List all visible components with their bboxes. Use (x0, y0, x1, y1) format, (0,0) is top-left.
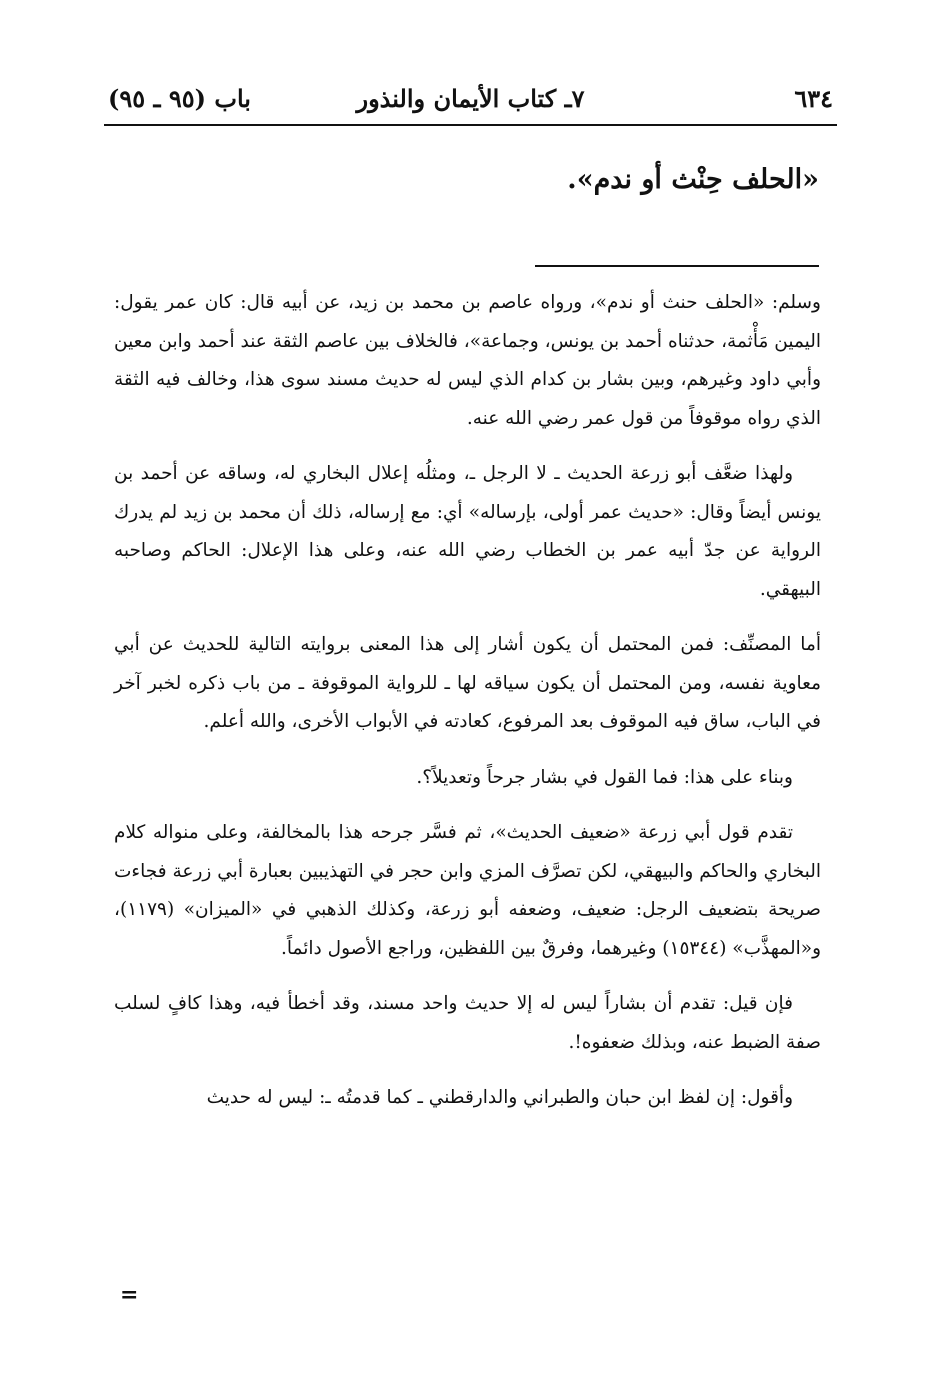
page-number: ٦٣٤ (794, 84, 833, 113)
footnote-divider (535, 265, 819, 267)
footnote-paragraph: وسلم: «الحلف حنث أو ندم»، ورواه عاصم بن محمد بن زيد، عن أبيه قال: كان عمر يقول: اليمين مَأْثمة، حدثناه أحمد بن يونس، وجماعة»، فالخلاف بين عاصم الثقة عند أحمد وابن معين وأبي داود وغيرهم، وبين بشار بن كدام الذي ليس له حديث مسند سوى هذا، وخالف فيه الثقة الذي رواه موقوفاً من قول عمر رضي الله عنه. (114, 292, 821, 429)
header-divider (104, 124, 837, 126)
footnote-paragraph: فإن قيل: تقدم أن بشاراً ليس له إلا حديث واحد مسند، وقد أخطأ فيه، وهذا كافٍ لسلب صفة الضبط عنه، وبذلك ضعفوه!. (114, 993, 821, 1053)
book-title: ٧ـ كتاب الأيمان والنذور (356, 84, 585, 113)
footnote-paragraph: أما المصنِّف: فمن المحتمل أن يكون أشار إلى هذا المعنى بروايته التالية للحديث عن أبي معاوية نفسه، ومن المحتمل أن يكون سياقه لها ـ للرواية الموقوفة ـ من باب ذكره لخبر آخر في الباب، ساق فيه الموقوف بعد المرفوع، كعادته في الأبواب الأخرى، والله أعلم. (114, 634, 821, 732)
footnote-paragraph: وأقول: إن لفظ ابن حبان والطبراني والدارقطني ـ كما قدمتُه ـ: ليس له حديث (206, 1087, 793, 1108)
footnote-paragraph: تقدم قول أبي زرعة «ضعيف الحديث»، ثم فسَّر جرحه هذا بالمخالفة، وعلى منواله كلام البخاري والحاكم والبيهقي، لكن تصرَّف المزي وابن حجر في التهذيبين بعبارة أبي زرعة فجاءت صريحة بتضعيف الرجل: ضعيف، وضعفه أبو زرعة، وكذلك الذهبي في «الميزان» (١١٧٩)، و«المهذَّب» (١٥٣٤٤) وغيرهما، وفرقٌ بين اللفظين، وراجع الأصول دائماً. (114, 822, 821, 959)
running-header (104, 78, 837, 124)
hadith-text: «الحلف حِنْث أو ندم». (567, 164, 819, 195)
footnote-paragraph: ولهذا ضعَّف أبو زرعة الحديث ـ لا الرجل ـ، ومثلُه إعلال البخاري له، وساقه عن أحمد بن يونس أيضاً وقال: «حديث عمر أولى، بإرساله» أي: مع إرساله، ذلك أن محمد بن زيد لم يدرك الرواية عن جدّ أبيه عمر بن الخطاب رضي الله عنه، وعلى هذا الإعلال: الحاكم وصاحبه البيهقي. (114, 463, 821, 600)
footnote-section (114, 284, 821, 1135)
continuation-mark: = (120, 1282, 139, 1308)
chapter-range: باب (٩٥ ـ ٩٥) (108, 84, 251, 113)
footnote-paragraph: وبناء على هذا: فما القول في بشار جرحاً وتعديلاً؟. (416, 766, 793, 788)
